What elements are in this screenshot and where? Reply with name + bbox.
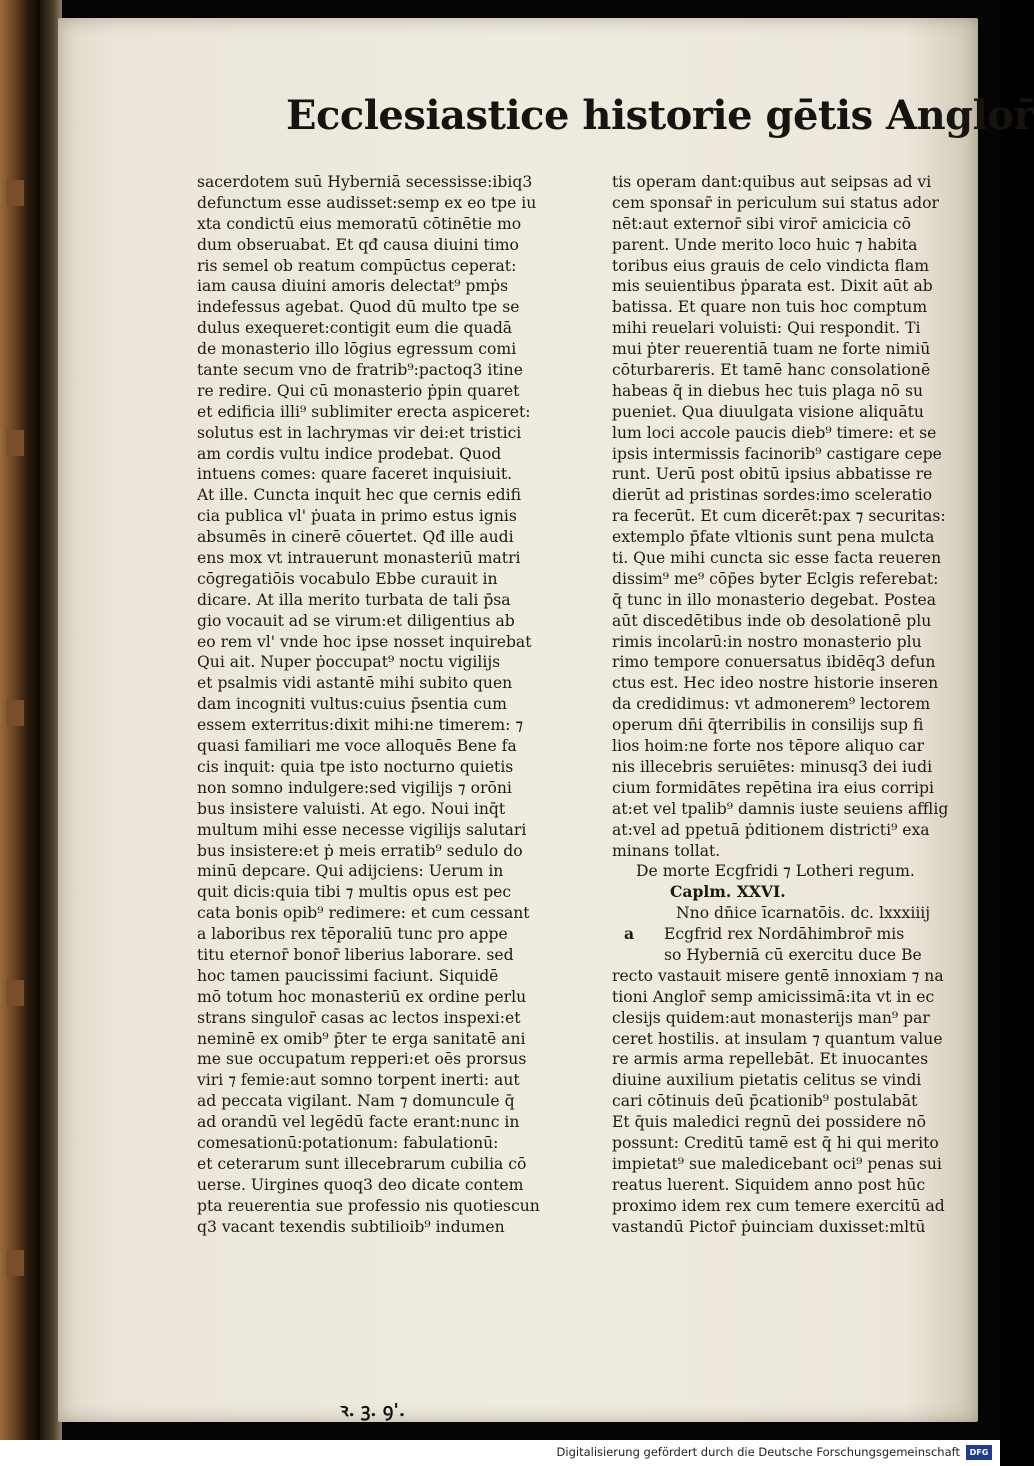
- chapter-initial: a: [624, 924, 635, 944]
- text-line: ceret hostilis. at insulam ⁊ quantum value: [612, 1029, 943, 1048]
- text-line: proximo idem rex cum temere exercitū ad: [612, 1196, 945, 1215]
- text-line: gio vocauit ad se virum:et diligentius ab: [197, 611, 515, 630]
- text-line: comesationū:potationum: fabulationū:: [197, 1133, 499, 1152]
- text-line: uerse. Uirgines quoq3 deo dicate contem: [197, 1175, 524, 1194]
- text-line: indefessus agebat. Quod dū multo tpe se: [197, 298, 520, 317]
- text-line: tante secum vno de fratrib⁹:pactoq3 itine: [197, 361, 523, 380]
- text-line: cata bonis opib⁹ redimere: et cum cessant: [197, 904, 530, 923]
- text-line: de monasterio illo lōgius egressum comi: [197, 340, 517, 359]
- text-line: cis inquit: quia tpe isto nocturno quietis: [197, 757, 514, 776]
- text-line: possunt: Creditū tamē est q̄ hi qui merito: [612, 1133, 939, 1152]
- text-line: Qui ait. Nuper ṗoccupat⁹ noctu vigilijs: [197, 653, 501, 672]
- right-column-bottom-text: [612, 924, 948, 1237]
- text-line: Et q̄uis maledici regnū dei possidere nō: [612, 1113, 927, 1132]
- text-line: extemplo p̄fate vltionis sunt pena mulcta: [612, 528, 935, 547]
- text-line: dierūt ad pristinas sordes:imo sceleratio: [612, 486, 933, 505]
- text-line: quasi familiari me voce alloquēs Bene fa: [197, 737, 517, 756]
- text-line: ipsis intermissis facinorib⁹ castigare cepe: [612, 444, 942, 463]
- text-line: mis seuientibus ṗparata est. Dixit aūt ab: [612, 277, 933, 296]
- text-line: intuens comes: quare faceret inquisiuit.: [197, 465, 513, 484]
- text-line: ti. Que mihi cuncta sic esse facta reueren: [612, 549, 942, 568]
- text-line: minans tollat.: [612, 841, 721, 860]
- text-line: hoc tamen paucissimi faciunt. Siquidē: [197, 966, 499, 985]
- text-line: dulus exequeret:contigit eum die quadā: [197, 319, 513, 338]
- text-line: dam incogniti vultus:cuius p̄sentia cum: [197, 695, 507, 714]
- text-line: ctus est. Hec ideo nostre historie inseren: [612, 674, 939, 693]
- text-line: tioni Anglor̄ semp amicissimā:ita vt in ec: [612, 987, 935, 1006]
- text-line: reatus luerent. Siquidem anno post hūc: [612, 1175, 926, 1194]
- chapter-number: Caplm. XXVI.: [670, 882, 786, 902]
- text-line: non somno indulgere:sed vigilijs ⁊ orōni: [197, 778, 512, 797]
- dfg-logo: DFG: [966, 1445, 992, 1460]
- text-line: at:vel ad ppetuā ṗditionem districti⁹ exa: [612, 820, 930, 839]
- text-line: operum dn̄i q̄terribilis in consilijs sup fi: [612, 716, 924, 735]
- text-line: diuine auxilium pietatis celitus se vindi: [612, 1071, 922, 1090]
- running-head: Ecclesiastice historie gētis Anglor̄: [286, 92, 1034, 139]
- text-line: multum mihi esse necesse vigilijs salutari: [197, 820, 527, 839]
- text-line: viri ⁊ femie:aut somno torpent inerti: aut: [197, 1071, 520, 1090]
- text-line: mui ṗter reuerentiā tuam ne forte nimiū: [612, 340, 931, 359]
- ink-marks: ꝛ. ꝫ. ꝯ'.: [340, 1400, 406, 1421]
- text-line: pueniet. Qua diuulgata visione aliquātu: [612, 402, 924, 421]
- text-line: lum loci accole paucis dieb⁹ timere: et se: [612, 423, 937, 442]
- text-line: strans singulor̄ casas ac lectos inspexi:et: [197, 1008, 521, 1027]
- text-line: cem sponsar̄ in periculum sui status ador: [612, 193, 939, 212]
- text-line: eo rem vl' vnde hoc ipse nosset inquirebat: [197, 632, 532, 651]
- text-line: rimis incolarū:in nostro monasterio plu: [612, 632, 922, 651]
- text-line: nēt:aut externor̄ sibi viror̄ amicicia cō: [612, 214, 912, 233]
- text-line: ra fecerūt. Et cum dicerēt:pax ⁊ securitas:: [612, 507, 946, 526]
- text-line: lios hoim:ne forte nos tēpore aliquo car: [612, 737, 925, 756]
- text-line: titu eternor̄ bonor̄ liberius laborare. sed: [197, 945, 514, 964]
- text-line: parent. Unde merito loco huic ⁊ habita: [612, 235, 918, 254]
- text-line: impietat⁹ sue maledicebant oci⁹ penas sui: [612, 1154, 942, 1173]
- text-line: habeas q̄ in diebus hec tuis plaga nō su: [612, 381, 924, 400]
- right-text-column: [612, 172, 948, 1237]
- text-line: pta reuerentia sue professio nis quotiescun: [197, 1196, 540, 1215]
- text-line: clesijs quidem:aut monasterijs man⁹ par: [612, 1008, 930, 1027]
- text-line: q̄ tunc in illo monasterio degebat. Postea: [612, 590, 936, 609]
- text-line: toribus eius grauis de celo vindicta flam: [612, 256, 930, 275]
- chapter-first-line: Nno dn̄ice īcarnatōis. dc. lxxxiiij: [676, 904, 931, 923]
- text-line: rimo tempore conuersatus ibidēq3 defun: [612, 653, 936, 672]
- text-line: [612, 924, 948, 945]
- text-line: At ille. Cuncta inquit hec que cernis edifi: [197, 486, 522, 505]
- text-line: mihi reuelari voluisti: Qui respondit. Ti: [612, 319, 921, 338]
- text-line: vastandū Pictor̄ ṗuinciam duxisset:mltū: [612, 1217, 926, 1236]
- text-line: aūt discedētibus inde ob desolationē plu: [612, 611, 932, 630]
- text-line: xta condictū eius memoratū cōtinētie mo: [197, 214, 522, 233]
- text-line: batissa. Et quare non tuis hoc comptum: [612, 298, 928, 317]
- text-line: re redire. Qui cū monasterio ṗpin quaret: [197, 381, 520, 400]
- text-line: bus insistere:et ṗ meis erratib⁹ sedulo do: [197, 841, 523, 860]
- text-line: q3 vacant texendis subtilioib⁹ indumen: [197, 1217, 505, 1236]
- text-line: so Hyberniā cū exercitu duce Be: [664, 945, 922, 964]
- text-line: re armis arma repellebāt. Et inuocantes: [612, 1050, 929, 1069]
- text-line: et psalmis vidi astantē mihi subito quen: [197, 674, 513, 693]
- text-line: neminē ex omib⁹ p̄ter te erga sanitatē ani: [197, 1029, 526, 1048]
- text-line: dicare. At illa merito turbata de tali p̄sa: [197, 590, 511, 609]
- text-line: me sue occupatum repperi:et oēs prorsus: [197, 1050, 527, 1069]
- text-line: defunctum esse audisset:semp ex eo tpe iu: [197, 193, 537, 212]
- text-line: recto vastauit misere gentē innoxiam ⁊ na: [612, 966, 944, 985]
- text-line: cium formidātes repētina ira eius corripi: [612, 778, 934, 797]
- text-line: at:et vel tpalib⁹ damnis iuste seuiens afflig: [612, 799, 949, 818]
- text-line: tis operam dant:quibus aut seipsas ad vi: [612, 173, 932, 191]
- text-line: et edificia illi⁹ sublimiter erecta aspiceret:: [197, 402, 531, 421]
- text-line: sacerdotem suū Hyberniā secessisse:ibiq3: [197, 173, 533, 191]
- text-line: minū depcare. Qui adijciens: Uerum in: [197, 862, 504, 881]
- left-text-column: [197, 172, 581, 1237]
- text-line: cia publica vl' ṗuata in primo estus ignis: [197, 507, 517, 526]
- text-line: solutus est in lachrymas vir dei:et tristici: [197, 423, 522, 442]
- text-line: et ceterarum sunt illecebrarum cubilia cō: [197, 1154, 527, 1173]
- text-line: ris semel ob reatum compūctus ceperat:: [197, 256, 517, 275]
- right-column-top-text: [612, 172, 948, 861]
- text-line: dissim⁹ me⁹ cōp̄es byter Eclgis referebat:: [612, 569, 939, 588]
- text-line: bus insistere valuisti. At ego. Noui inq̄t: [197, 799, 506, 818]
- text-line: mō totum hoc monasteriū ex ordine perlu: [197, 987, 527, 1006]
- text-line-content: Ecgfrid rex Nordāhimbror̄ mis: [664, 925, 905, 944]
- text-line: da credidimus: vt admonerem⁹ lectorem: [612, 695, 931, 714]
- text-line: ad orandū vel legēdū facte erant:nunc in: [197, 1113, 520, 1132]
- text-line: nis illecebris seruiētes: minusq3 dei iudi: [612, 757, 933, 776]
- text-line: ens mox vt intrauerunt monasteriū matri: [197, 549, 521, 568]
- text-line: a laboribus rex tēporaliū tunc pro appe: [197, 925, 508, 944]
- text-line: cōturbareris. Et tamē hanc consolationē: [612, 361, 931, 380]
- text-line: runt. Uerū post obitū ipsius abbatisse re: [612, 465, 933, 484]
- text-line: essem exterritus:dixit mihi:ne timerem: ⁊: [197, 716, 524, 735]
- left-page-edge: [0, 0, 40, 1440]
- text-line: cari cōtinuis deū p̄cationib⁹ postulabāt: [612, 1092, 918, 1111]
- funding-credit: Digitalisierung gefördert durch die Deutsche Forschungsgemeinschaft: [556, 1445, 960, 1459]
- digitization-footer: [0, 1440, 1000, 1466]
- text-line: dum obseruabat. Et qđ causa diuini timo: [197, 235, 519, 254]
- text-line: cōgregatiōis vocabulo Ebbe curauit in: [197, 569, 498, 588]
- text-line: quit dicis:quia tibi ⁊ multis opus est pec: [197, 883, 512, 902]
- text-line: iam causa diuini amoris delectat⁹ pmṗs: [197, 277, 509, 296]
- text-line: ad peccata vigilant. Nam ⁊ domuncule q̄: [197, 1092, 515, 1111]
- chapter-heading: De morte Ecgfridi ⁊ Lotheri regum.: [636, 862, 915, 881]
- text-line: absumēs in cinerē cōuertet. Qđ ille audi: [197, 528, 514, 547]
- text-line: am cordis vultu indice prodebat. Quod: [197, 444, 502, 463]
